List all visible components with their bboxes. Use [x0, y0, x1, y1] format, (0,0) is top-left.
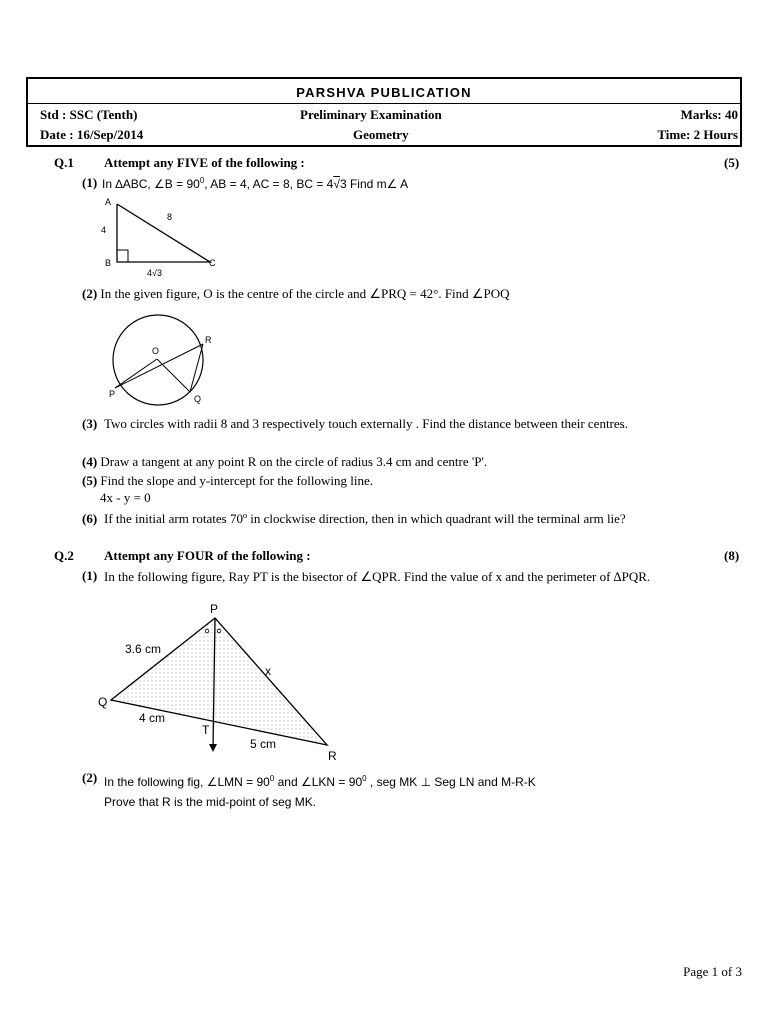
q1-item4: (4) Draw a tangent at any point R on the circle of radius 3.4 cm and centre 'P'. [82, 454, 488, 469]
label-qt: 4 cm [139, 711, 166, 725]
label-r: R [328, 749, 337, 763]
label-ab: 4 [101, 225, 107, 235]
header-box [26, 77, 742, 147]
q1-item5: (5) Find the slope and y-intercept for the following line. [82, 473, 373, 488]
figure-bisector-triangle [95, 600, 355, 770]
q1-item6-text: If the initial arm rotates 70º in clockwise direction, then in which quadrant will the terminal arm lie? [104, 511, 626, 526]
q1-instruction: Attempt any FIVE of the following : [104, 155, 305, 170]
q1-item5-equation: 4x - y = 0 [100, 490, 151, 505]
q2-instruction: Attempt any FOUR of the following : [104, 548, 311, 563]
date-label: Date : 16/Sep/2014 [40, 127, 144, 142]
label-a: A [105, 197, 112, 207]
header-divider [28, 103, 740, 104]
publisher-title: PARSHVA PUBLICATION [296, 85, 472, 100]
subject-name: Geometry [353, 127, 409, 142]
std-label: Std : SSC (Tenth) [40, 107, 138, 122]
label-c: C [209, 258, 216, 268]
label-q: Q [194, 394, 202, 404]
q2-item2-line2: Prove that R is the mid-point of seg MK. [104, 795, 317, 809]
q1-item1-num: (1) [82, 175, 98, 190]
label-t: T [202, 723, 210, 737]
triangle-pqr [111, 618, 327, 745]
label-q: Q [98, 695, 108, 709]
q1-item3-num: (3) [82, 416, 98, 431]
q1-item6-num: (6) [82, 511, 98, 526]
q1-number: Q.1 [54, 155, 74, 170]
figure-circle [100, 312, 230, 412]
line-oq [157, 359, 190, 392]
triangle-abc [117, 204, 210, 262]
angle-symbol: ∠ [386, 177, 398, 191]
page-number: Page 1 of 3 [683, 964, 742, 979]
figure-right-triangle [95, 192, 235, 282]
label-p: P [210, 602, 219, 616]
time-label: Time: 2 Hours [657, 127, 738, 142]
ray-arrowhead [209, 744, 217, 752]
line-rq [190, 344, 203, 392]
label-o: O [152, 346, 160, 356]
line-op [115, 359, 157, 388]
label-r: R [205, 335, 212, 345]
q1-item1-text: In ∆ABC, ∠B = $90^0$, AB = 4, AC = 8, BC = 4√3 Find m∠ A [102, 176, 409, 191]
label-ac: 8 [167, 212, 173, 222]
exam-name: Preliminary Examination [300, 107, 442, 122]
triangle-symbol: ∆ [115, 177, 123, 191]
q2-item2-line1: In the following fig, ∠LMN = $90^0$ and ∠LKN = $90^0$ , seg MK ⊥ Seg LN and M-R-K [104, 774, 536, 789]
q2-item2-num: (2) [82, 770, 98, 785]
q1-item2: (2) In the given figure, O is the centre of the circle and ∠PRQ = 42°. Find ∠POQ [82, 286, 510, 301]
q1-marks: (5) [724, 155, 740, 170]
right-angle-mark [117, 250, 128, 262]
label-p: P [109, 389, 116, 399]
label-pq: 3.6 cm [125, 642, 162, 656]
q2-marks: (8) [724, 548, 740, 563]
q2-item1-text: In the following figure, Ray PT is the bisector of ∠QPR. Find the value of x and the perimeter of ∆PQR. [104, 569, 651, 584]
label-tr: 5 cm [250, 737, 277, 751]
q1-item3-text: Two circles with radii 8 and 3 respectively touch externally . Find the distance between their centres. [104, 416, 628, 431]
marks-label: Marks: 40 [680, 107, 738, 122]
label-bc: 4√3 [147, 268, 162, 278]
q2-number: Q.2 [54, 548, 74, 563]
q2-item1-num: (1) [82, 568, 98, 583]
label-b: B [105, 258, 112, 268]
angle-symbol: ∠ [154, 177, 165, 191]
label-pr: x [265, 664, 271, 678]
sqrt-symbol: √ [333, 177, 340, 191]
